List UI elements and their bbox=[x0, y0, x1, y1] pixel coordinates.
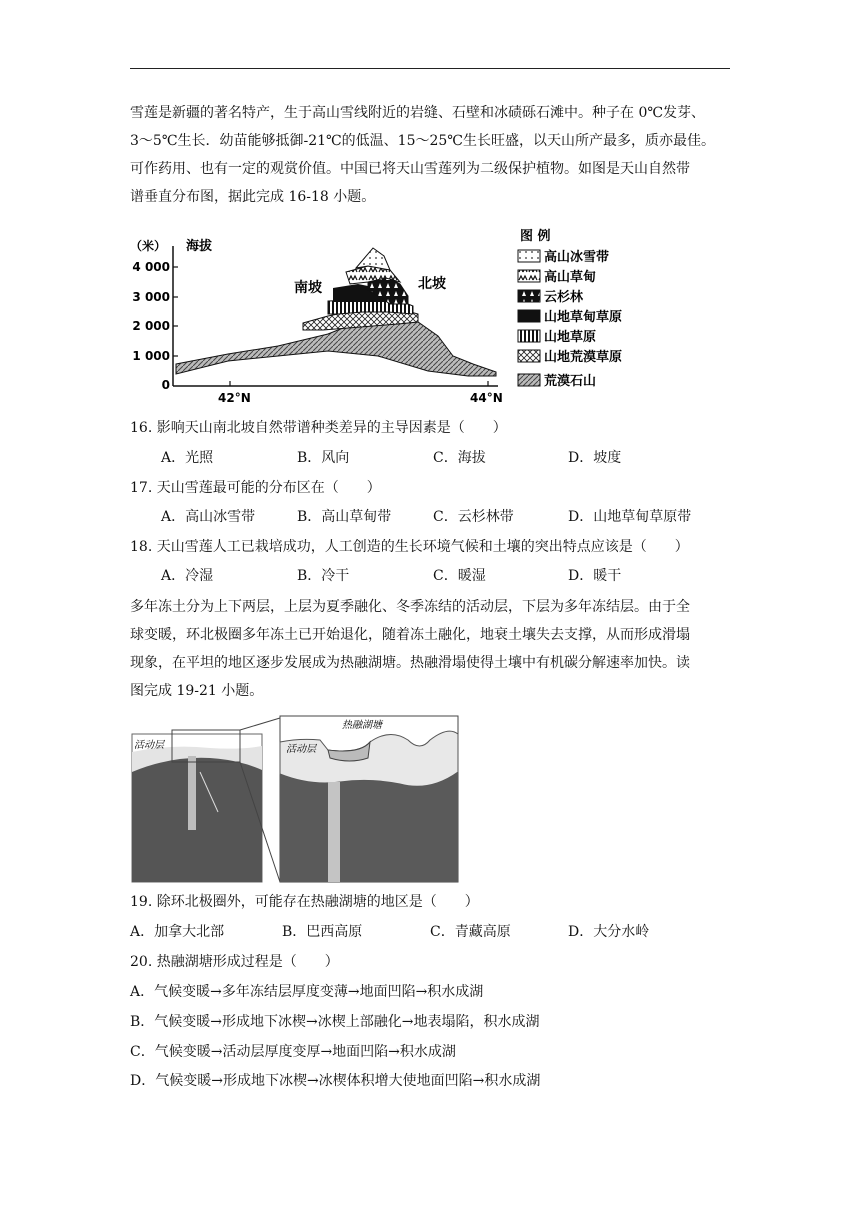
passage-2-line: 多年冻土分为上下两层，上层为夏季融化、冬季冻结的活动层，下层为多年冻结层。由于全 bbox=[130, 599, 690, 615]
question-19-stem: 19. 除环北极圈外，可能存在热融湖塘的地区是（ ） bbox=[130, 894, 479, 910]
x-tick-label: 42°N bbox=[218, 391, 251, 405]
legend-swatch bbox=[518, 310, 540, 322]
y-tick-label: 1 000 bbox=[132, 349, 170, 363]
option-c: C．气候变暖→活动层厚度变厚→地面凹陷→积水成湖 bbox=[130, 1044, 456, 1060]
option-c: C．暖湿 bbox=[433, 568, 486, 584]
option-a: A．冷湿 bbox=[161, 568, 214, 584]
passage-1-line: 雪莲是新疆的著名特产，生于高山雪线附近的岩缝、石壁和冰碛砾石滩中。种子在 0℃发芽、 bbox=[130, 105, 706, 121]
option-a: A．气候变暖→多年冻结层厚度变薄→地面凹陷→积水成湖 bbox=[130, 984, 484, 1000]
legend-title: 图 例 bbox=[520, 229, 551, 244]
legend-label: 山地草甸草原 bbox=[544, 310, 623, 325]
legend-swatch bbox=[518, 250, 540, 262]
question-19-options bbox=[130, 922, 690, 942]
tianshan-profile-chart bbox=[128, 226, 648, 406]
legend-swatch bbox=[518, 350, 540, 362]
passage-1-line: 可作药用、也有一定的观赏价值。中国已将天山雪莲列为二级保护植物。如图是天山自然带 bbox=[130, 161, 690, 177]
y-axis-unit: （米） bbox=[130, 239, 167, 253]
passage-2-line: 图完成 19-21 小题。 bbox=[130, 683, 264, 699]
legend-swatch bbox=[518, 330, 540, 342]
thermokarst-lake-figure bbox=[130, 712, 462, 884]
question-18-stem: 18. 天山雪莲人工已栽培成功，人工创造的生长环境气候和土壤的突出特点应该是（ ） bbox=[130, 539, 689, 555]
left-ice-wedge bbox=[188, 756, 196, 830]
legend-label: 山地草原 bbox=[544, 330, 597, 345]
option-a: A．高山冰雪带 bbox=[161, 509, 256, 525]
option-a: A．光照 bbox=[161, 450, 214, 466]
legend-label: 高山冰雪带 bbox=[544, 250, 610, 265]
option-c: C．青藏高原 bbox=[430, 924, 511, 940]
option-b: B．冷干 bbox=[297, 568, 350, 584]
left-permafrost bbox=[132, 758, 262, 882]
legend-label: 荒漠石山 bbox=[544, 374, 597, 389]
question-16-options bbox=[161, 448, 681, 468]
option-b: B．巴西高原 bbox=[282, 924, 363, 940]
passage-2-line: 现象，在平坦的地区逐步发展成为热融湖塘。热融滑塌使得土壤中有机碳分解速率加快。读 bbox=[130, 655, 690, 671]
legend-label: 高山草甸 bbox=[544, 270, 597, 285]
option-b: B．气候变暖→形成地下冰楔→冰楔上部融化→地表塌陷，积水成湖 bbox=[130, 1014, 540, 1030]
option-d: D．大分水岭 bbox=[568, 924, 650, 940]
thermokarst-diagram bbox=[130, 712, 462, 884]
right-active-layer-label: 活动层 bbox=[286, 744, 316, 755]
passage-2-line: 球变暖，环北极圈多年冻土已开始退化，随着冻土融化，地衰土壤失去支撑，从而形成滑塌 bbox=[130, 627, 690, 643]
y-tick-label: 3 000 bbox=[132, 290, 170, 304]
passage-1 bbox=[130, 99, 730, 211]
question-18-options bbox=[161, 566, 681, 586]
legend-swatch bbox=[518, 270, 540, 282]
option-d: D．坡度 bbox=[568, 450, 622, 466]
y-tick-label: 0 bbox=[161, 378, 170, 392]
legend-label: 云杉林 bbox=[544, 290, 584, 305]
tianshan-vertical-zone-figure bbox=[128, 226, 648, 406]
thermokarst-lake-label: 热融湖塘 bbox=[342, 720, 382, 731]
option-c: C．云杉林带 bbox=[433, 509, 514, 525]
passage-1-line: 3～5℃生长．幼苗能够抵御-21℃的低温、15～25℃生长旺盛，以天山所产最多，质亦最佳。 bbox=[130, 133, 715, 149]
option-d: D．气候变暖→形成地下冰楔→冰楔体积增大使地面凹陷→积水成湖 bbox=[130, 1073, 541, 1089]
option-a: A．加拿大北部 bbox=[130, 924, 225, 940]
option-b: B．高山草甸带 bbox=[297, 509, 392, 525]
option-c: C．海拔 bbox=[433, 450, 486, 466]
north-slope-label: 北坡 bbox=[418, 276, 446, 292]
legend-swatch bbox=[518, 290, 540, 302]
left-active-layer-label: 活动层 bbox=[134, 740, 164, 751]
option-b: B．风向 bbox=[297, 450, 350, 466]
y-tick-label: 4 000 bbox=[132, 260, 170, 274]
option-d: D．山地草甸草原带 bbox=[568, 509, 692, 525]
header-rule bbox=[130, 68, 730, 69]
question-20-stem: 20. 热融湖塘形成过程是（ ） bbox=[130, 954, 339, 970]
legend-label: 山地荒漠草原 bbox=[544, 350, 623, 365]
passage-1-line: 谱垂直分布图，据此完成 16-18 小题。 bbox=[130, 189, 376, 205]
zoom-connector bbox=[240, 718, 280, 730]
right-permafrost bbox=[280, 772, 458, 882]
y-axis-title: 海拔 bbox=[186, 239, 213, 254]
right-ice-wedge bbox=[328, 782, 340, 882]
y-tick-label: 2 000 bbox=[132, 319, 170, 333]
legend-swatch bbox=[518, 374, 540, 386]
question-17-stem: 17. 天山雪莲最可能的分布区在（ ） bbox=[130, 480, 381, 496]
zone-alpine-snow-ice bbox=[356, 248, 390, 270]
south-slope-label: 南坡 bbox=[294, 280, 322, 296]
option-d: D．暖干 bbox=[568, 568, 622, 584]
question-17-options bbox=[161, 507, 721, 527]
x-tick-label: 44°N bbox=[470, 391, 503, 405]
passage-2 bbox=[130, 593, 730, 705]
question-16-stem: 16. 影响天山南北坡自然带谱种类差异的主导因素是（ ） bbox=[130, 420, 507, 436]
